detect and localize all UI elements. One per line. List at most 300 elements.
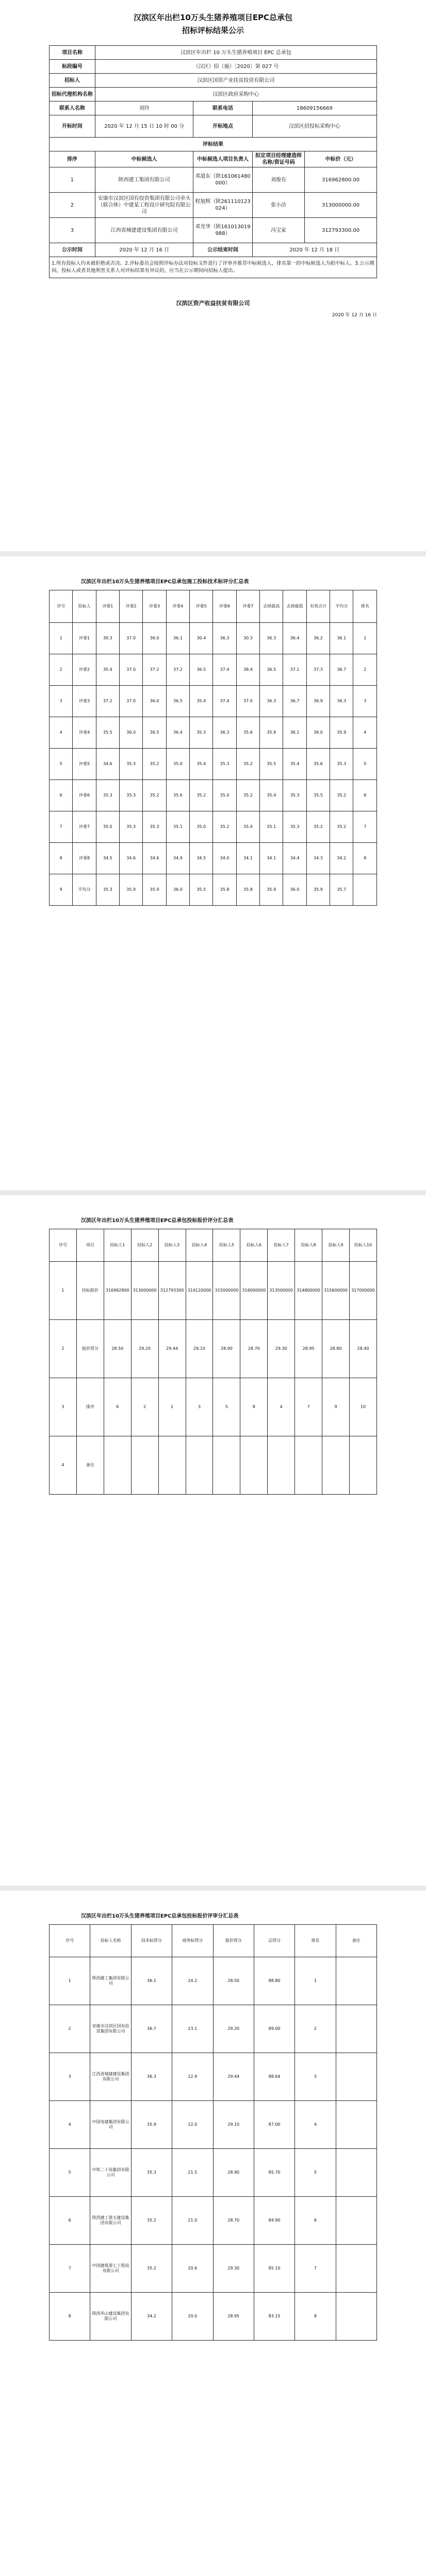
table-cell: 7 [50, 2245, 90, 2293]
column-header: 拟定项目经理建造师名称/资证号码 [252, 151, 305, 167]
table-cell: 7 [353, 811, 377, 843]
table-cell: 报价得分 [76, 1320, 104, 1378]
table-cell: 江西省城建建设集团有限公司 [90, 2053, 131, 2101]
table-cell: 平均分 [73, 874, 96, 906]
note-row [50, 257, 377, 278]
table-cell: 4 [50, 717, 73, 749]
candidate-cert: 冯宝家 [252, 218, 305, 243]
table-cell: 3 [353, 686, 377, 717]
table-cell: 36.0 [283, 874, 306, 906]
note-text: 1.所有投标人均未被拒绝或否决。2.评标委员会按照评标办法对投标文件进行了评审并推荐中标候选人，排名第一的中标候选人为拟中标人。3.公示期间，投标人或者其他利害关系人对评标结果有异议的，应当在公示期间向招标人提出。 [50, 257, 377, 278]
column-header: 投标人10 [349, 1229, 376, 1262]
table-cell: 35.0 [166, 749, 189, 780]
candidate-name: 安康市汉滨区国有投资集团有限公司牵头（联合体）中建某工程设计研究院有限公司 [95, 193, 193, 218]
table-row [50, 717, 377, 749]
table-cell: 35.8 [260, 717, 283, 749]
column-header: 投标人2 [131, 1229, 158, 1262]
table-cell: 3 [50, 686, 73, 717]
info-row [50, 60, 377, 74]
table-cell: 28.95 [213, 2293, 254, 2341]
table-cell: 中国电建集团有限公司 [90, 2101, 131, 2149]
table-cell: 3 [295, 2053, 336, 2101]
table-cell: 89.00 [254, 2005, 294, 2053]
table-cell: 28.50 [213, 1957, 254, 2005]
table-cell: 35.1 [260, 811, 283, 843]
table-cell: 36.3 [330, 686, 353, 717]
result-table [49, 45, 377, 278]
table-cell: 34.2 [131, 2293, 172, 2341]
table-cell [268, 1436, 295, 1495]
column-header: 有效合计 [306, 590, 330, 623]
page-4 [0, 1891, 426, 2576]
publicity-end: 2020 年 12 月 18 日 [252, 243, 376, 257]
candidate-row [50, 218, 377, 243]
table-cell: 35.6 [236, 717, 259, 749]
column-header: 序号 [50, 1925, 90, 1957]
table-cell: 35.3 [131, 2149, 172, 2197]
contact-row [50, 101, 377, 115]
column-header: 投标人5 [213, 1229, 240, 1262]
table-row [50, 2005, 377, 2053]
table-cell: 22.9 [172, 2053, 213, 2101]
table-cell: 1 [158, 1378, 186, 1436]
contact-label: 联系人名称 [50, 101, 95, 115]
contact-name: 刘玲 [95, 101, 193, 115]
table-cell: 35.9 [330, 717, 353, 749]
column-header: 投标人6 [240, 1229, 268, 1262]
table-cell: 35.1 [166, 811, 189, 843]
table-cell: 35.0 [190, 811, 213, 843]
column-header: 排序 [50, 151, 95, 167]
column-header: 去掉最高 [260, 590, 283, 623]
table-cell: 35.2 [306, 811, 330, 843]
publicity-row [50, 243, 377, 257]
table-cell: 36.1 [131, 1957, 172, 2005]
page-3 [0, 1195, 426, 1886]
table-cell: 评委5 [73, 749, 96, 780]
table-cell: 34.6 [120, 843, 143, 874]
candidate-row [50, 193, 377, 218]
table-cell: 30.3 [236, 623, 259, 654]
table-cell: 35.3 [120, 811, 143, 843]
table-cell: 34.6 [96, 749, 119, 780]
price-score-table [49, 1229, 377, 1495]
table-cell: 安康市汉滨区国有投资集团有限公司 [90, 2005, 131, 2053]
candidate-name: 江西省城建建设集团有限公司 [95, 218, 193, 243]
table-cell: 评委1 [73, 623, 96, 654]
column-header: 排名 [295, 1925, 336, 1957]
table-cell: 29.44 [213, 2053, 254, 2101]
table-row [50, 1378, 377, 1436]
table-cell: 34.1 [236, 843, 259, 874]
table-cell: 87.00 [254, 2101, 294, 2149]
table-cell: 35.4 [236, 811, 259, 843]
table-row [50, 780, 377, 811]
table-cell: 28.90 [213, 2149, 254, 2197]
table-cell: 35.4 [190, 749, 213, 780]
table-cell: 36.3 [213, 623, 236, 654]
table-cell: 评委3 [73, 686, 96, 717]
table-cell: 34.2 [330, 843, 353, 874]
table-cell: 35.3 [96, 780, 119, 811]
table-cell: 7 [50, 811, 73, 843]
table-cell: 21.0 [172, 2197, 213, 2245]
column-header: 评委5 [190, 590, 213, 623]
table-cell: 38.4 [236, 654, 259, 686]
table-cell: 35.2 [330, 780, 353, 811]
info-value: （汉区）招（施）〔2020〕第 027 号 [95, 60, 376, 74]
table-cell: 34.3 [306, 843, 330, 874]
table-cell: 35.9 [306, 874, 330, 906]
table-cell: 35.5 [190, 874, 213, 906]
table-cell [336, 2197, 376, 2245]
table-cell: 36.1 [166, 623, 189, 654]
phone-label: 联系电话 [193, 101, 252, 115]
table-cell: 35.2 [236, 780, 259, 811]
candidate-manager: 邓道东（陕161061480000） [193, 167, 252, 193]
table-cell: 5 [213, 1378, 240, 1436]
table-cell: 28.90 [213, 1320, 240, 1378]
page3-title: 汉滨区年出栏10万头生猪养殖项目EPC总承包投标报价评分汇总表 [81, 1218, 234, 1224]
table-cell: 35.3 [190, 717, 213, 749]
table-cell: 8 [295, 2293, 336, 2341]
column-header: 评委3 [143, 590, 166, 623]
table-cell: 7 [295, 2245, 336, 2293]
table-cell: 2 [131, 1378, 158, 1436]
table-cell: 36.0 [143, 686, 166, 717]
table-cell: 29.20 [213, 2005, 254, 2053]
table-row [50, 623, 377, 654]
candidate-row [50, 167, 377, 193]
table-cell: 6 [295, 2197, 336, 2245]
table-cell: 35.2 [143, 780, 166, 811]
table-cell: 排序 [76, 1378, 104, 1436]
table-cell: 29.44 [158, 1320, 186, 1378]
table-cell: 28.70 [213, 2197, 254, 2245]
bid-open-row [50, 115, 377, 138]
table-cell: 36.5 [143, 717, 166, 749]
page-title: 汉滨区年出栏10万头生猪养殖项目EPC总承包 [133, 13, 293, 22]
table-cell [131, 1436, 158, 1495]
column-header: 去掉最低 [283, 590, 306, 623]
table-cell: 5 [50, 2149, 90, 2197]
table-cell: 35.0 [213, 780, 236, 811]
table-cell: 6 [50, 780, 73, 811]
table-cell: 1 [50, 623, 73, 654]
table-cell: 28.80 [322, 1320, 350, 1378]
column-header: 投标人7 [268, 1229, 295, 1262]
table-cell: 陕西建工第五建设集团有限公司 [90, 2197, 131, 2245]
table-cell: 35.4 [283, 749, 306, 780]
table-cell: 4 [295, 2101, 336, 2149]
table-cell: 21.5 [172, 2149, 213, 2197]
table-cell [336, 2245, 376, 2293]
table-cell: 23.1 [172, 2005, 213, 2053]
table-row [50, 2101, 377, 2149]
table-cell: 34.9 [166, 843, 189, 874]
table-cell: 36.7 [330, 654, 353, 686]
table-cell: 35.2 [236, 749, 259, 780]
table-cell: 35.9 [120, 874, 143, 906]
table-cell: 4 [50, 1436, 77, 1495]
table-cell: 8 [50, 2293, 90, 2341]
candidate-name: 陕西建工集团有限公司 [95, 167, 193, 193]
column-header: 项目 [76, 1229, 104, 1262]
page-subtitle: 招标评标结果公示 [182, 26, 244, 35]
page-1 [0, 0, 426, 551]
bid-place-label: 开标地点 [193, 115, 252, 138]
table-cell: 37.1 [283, 654, 306, 686]
table-cell [336, 2005, 376, 2053]
header-row [50, 151, 377, 167]
table-cell [349, 1436, 376, 1495]
table-cell: 36.3 [260, 686, 283, 717]
table-cell: 37.2 [96, 686, 119, 717]
table-row [50, 2053, 377, 2101]
candidate-price: 312793300.00 [305, 218, 377, 243]
table-cell: 36.3 [260, 623, 283, 654]
table-cell: 314800000 [295, 1262, 322, 1320]
table-cell: 评委4 [73, 717, 96, 749]
table-cell: 3 [50, 1378, 77, 1436]
table-cell: 35.6 [306, 749, 330, 780]
table-cell: 1 [353, 623, 377, 654]
table-cell: 316962800 [104, 1262, 131, 1320]
column-header: 投标人1 [104, 1229, 131, 1262]
table-cell: 36.2 [306, 623, 330, 654]
table-cell: 36.3 [213, 717, 236, 749]
table-cell: 评委7 [73, 811, 96, 843]
total-score-table [49, 1924, 377, 2341]
publicity-start: 2020 年 12 月 16 日 [95, 243, 193, 257]
info-row [50, 88, 377, 101]
table-cell: 2 [353, 654, 377, 686]
column-header: 评委4 [166, 590, 189, 623]
table-cell: 36.0 [166, 874, 189, 906]
phone-value: 18609156669 [252, 101, 376, 115]
table-cell: 35.8 [236, 874, 259, 906]
table-cell: 35.3 [213, 749, 236, 780]
table-cell: 1 [50, 1957, 90, 2005]
column-header: 中标价（元） [305, 151, 377, 167]
column-header: 投标人4 [186, 1229, 213, 1262]
table-cell: 37.0 [120, 686, 143, 717]
table-cell: 36.5 [190, 654, 213, 686]
table-cell: 中国建筑第七工程局有限公司 [90, 2245, 131, 2293]
column-header: 总得分 [254, 1925, 294, 1957]
table-cell: 4 [353, 717, 377, 749]
table-row [50, 1957, 377, 2005]
table-cell: 88.80 [254, 1957, 294, 2005]
table-cell: 28.95 [295, 1320, 322, 1378]
table-cell: 30.3 [96, 623, 119, 654]
column-header: 评委7 [236, 590, 259, 623]
table-cell: 28.70 [240, 1320, 268, 1378]
table-cell: 29.30 [268, 1320, 295, 1378]
section-row [50, 138, 377, 151]
table-cell [213, 1436, 240, 1495]
table-cell: 投标报价 [76, 1262, 104, 1320]
table-cell: 34.0 [213, 843, 236, 874]
table-cell: 35.2 [143, 749, 166, 780]
table-cell: 24.2 [172, 1957, 213, 2005]
table-cell: 36.9 [306, 686, 330, 717]
page2-title: 汉滨区年出栏10万头生猪养殖项目EPC总承包施工投标技术标评分汇总表 [81, 579, 249, 585]
table-row [50, 749, 377, 780]
table-cell [336, 1957, 376, 2005]
table-cell: 34.5 [190, 843, 213, 874]
table-cell: 评委8 [73, 843, 96, 874]
table-cell: 312793300 [158, 1262, 186, 1320]
table-cell: 1 [295, 1957, 336, 2005]
table-cell: 35.8 [213, 874, 236, 906]
info-value: 汉滨区国资产业扶贫投资有限公司 [95, 74, 376, 88]
table-cell: 20.6 [172, 2245, 213, 2293]
info-value: 汉滨区年出栏 10 万头生猪养殖项目 EPC 总承包 [95, 46, 376, 60]
table-cell: 36.7 [283, 686, 306, 717]
page4-title: 汉滨区年出栏10万头生猪养殖项目EPC总承包投标报价评审分汇总表 [81, 1913, 239, 1919]
table-cell: 35.7 [330, 874, 353, 906]
column-header: 序号 [50, 590, 73, 623]
table-cell [104, 1436, 131, 1495]
table-cell: 陕西建工集团有限公司 [90, 1957, 131, 2005]
table-cell: 5 [50, 749, 73, 780]
table-cell: 36.7 [131, 2005, 172, 2053]
bid-open-value: 2020 年 12 月 15 日 10 时 00 分 [95, 115, 193, 138]
table-cell: 10 [349, 1378, 376, 1436]
table-cell: 1 [50, 1262, 77, 1320]
table-cell: 9 [322, 1378, 350, 1436]
table-cell: 313000000 [131, 1262, 158, 1320]
table-cell: 36.0 [306, 717, 330, 749]
footer-date: 2020 年 12 月 16 日 [332, 313, 377, 318]
candidate-cert: 张小洁 [252, 193, 305, 218]
table-cell: 35.3 [96, 874, 119, 906]
table-cell: 35.0 [96, 811, 119, 843]
column-header: 中标候选人 [95, 151, 193, 167]
table-cell [186, 1436, 213, 1495]
table-cell: 28.50 [104, 1320, 131, 1378]
table-row [50, 1262, 377, 1320]
table-cell: 35.5 [260, 749, 283, 780]
table-cell: 35.3 [283, 811, 306, 843]
table-cell: 中铁二十局集团有限公司 [90, 2149, 131, 2197]
table-cell: 2 [295, 2005, 336, 2053]
table-cell: 评委2 [73, 654, 96, 686]
table-cell: 3 [186, 1378, 213, 1436]
info-label: 项目名称 [50, 46, 95, 60]
column-header: 评委6 [213, 590, 236, 623]
table-row [50, 2293, 377, 2341]
table-cell: 35.3 [120, 780, 143, 811]
table-cell: 3 [50, 2053, 90, 2101]
info-value: 汉滨区政府采购中心 [95, 88, 376, 101]
table-cell: 28.40 [349, 1320, 376, 1378]
page-2 [0, 556, 426, 1190]
column-header: 投标人9 [322, 1229, 350, 1262]
table-cell: 22.0 [172, 2101, 213, 2149]
table-cell: 35.2 [131, 2245, 172, 2293]
table-cell: 4 [268, 1378, 295, 1436]
candidate-manager: 邓光华（陕161013019988） [193, 218, 252, 243]
table-cell: 315000000 [213, 1262, 240, 1320]
table-cell [322, 1436, 350, 1495]
table-cell: 84.90 [254, 2197, 294, 2245]
table-cell [158, 1436, 186, 1495]
table-cell: 85.70 [254, 2149, 294, 2197]
candidate-rank: 1 [50, 167, 95, 193]
table-cell: 36.5 [260, 654, 283, 686]
column-header: 商务标得分 [172, 1925, 213, 1957]
table-cell: 35.5 [306, 780, 330, 811]
table-cell: 评委6 [73, 780, 96, 811]
table-cell: 313500000 [268, 1262, 295, 1320]
table-cell: 35.4 [260, 780, 283, 811]
section-label: 评标结果 [50, 138, 377, 151]
table-cell: 317000000 [349, 1262, 376, 1320]
table-cell: 2 [50, 1320, 77, 1378]
info-label: 标段编号 [50, 60, 95, 74]
publicity-end-label: 公示结束时间 [193, 243, 252, 257]
table-cell: 37.3 [306, 654, 330, 686]
table-cell: 6 [104, 1378, 131, 1436]
info-row [50, 74, 377, 88]
table-cell: 88.64 [254, 2053, 294, 2101]
table-cell: 35.5 [96, 717, 119, 749]
table-row [50, 1436, 377, 1495]
table-cell: 29.20 [131, 1320, 158, 1378]
table-cell: 2 [50, 2005, 90, 2053]
table-cell: 35.4 [96, 654, 119, 686]
table-cell: 20.0 [172, 2293, 213, 2341]
table-cell: 35.2 [131, 2197, 172, 2245]
table-cell: 5 [353, 749, 377, 780]
table-cell: 30.4 [190, 623, 213, 654]
candidate-cert: 刘俊有 [252, 167, 305, 193]
table-cell: 37.0 [236, 686, 259, 717]
footer-org: 汉滨区资产收益扶贫有限公司 [176, 300, 250, 307]
table-row [50, 843, 377, 874]
candidate-price: 316962800.00 [305, 167, 377, 193]
table-cell: 7 [295, 1378, 322, 1436]
table-cell: 6 [353, 780, 377, 811]
column-header: 排名 [353, 590, 377, 623]
table-cell: 2 [50, 654, 73, 686]
table-cell: 35.3 [120, 749, 143, 780]
table-row [50, 811, 377, 843]
table-row [50, 686, 377, 717]
table-cell: 316000000 [240, 1262, 268, 1320]
table-cell: 29.30 [213, 2245, 254, 2293]
table-cell [336, 2053, 376, 2101]
table-cell: 8 [50, 843, 73, 874]
table-cell [353, 874, 377, 906]
table-cell: 36.4 [283, 623, 306, 654]
table-cell: 8 [240, 1378, 268, 1436]
table-cell: 35.4 [190, 686, 213, 717]
table-cell: 36.0 [143, 623, 166, 654]
table-cell: 29.10 [213, 2101, 254, 2149]
table-cell: 8 [353, 843, 377, 874]
column-header: 技术标得分 [131, 1925, 172, 1957]
table-cell: 34.6 [143, 843, 166, 874]
table-cell: 36.5 [166, 686, 189, 717]
table-cell: 37.0 [120, 623, 143, 654]
info-row [50, 46, 377, 60]
candidate-rank: 2 [50, 193, 95, 218]
info-label: 招标人 [50, 74, 95, 88]
bid-place-value: 汉滨区招投标采购中心 [252, 115, 376, 138]
